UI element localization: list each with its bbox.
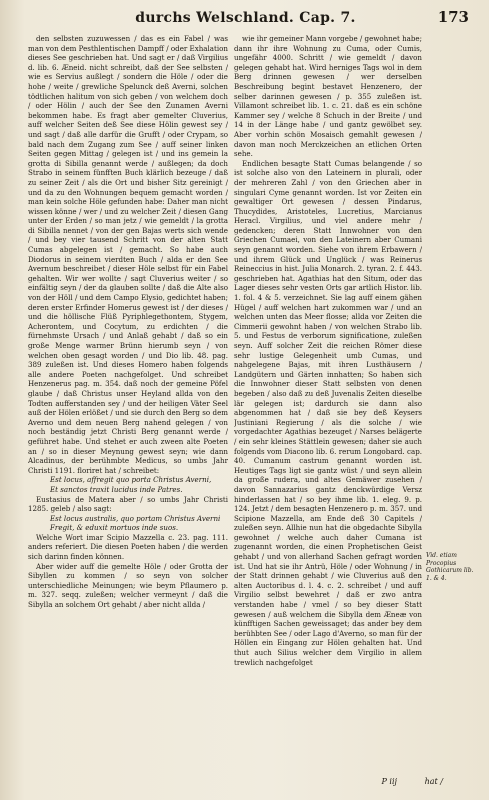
paragraph: den selbsten zuzuwessen / das es ein Fabel / was man von dem Pesthlentischen Dampff / oder Exhalation dieses See geschrieben hat. Und sagt er / daß Virgilius d. lib. 6. Æneid. nicht schreibt, daß der See selbsten / wie es Servius außlegt / sondern die Höle / oder die hohe / weite / grewliche Spelunck deß Averni, solchen tödtlichen halitum von sich geben / von welchem doch / oder Hölin / auch der See den Zunamen Averni bekommen habe. Es fragt aber gemelter Cluverius, auff welcher Seiten deß See diese Hölin gewest sey / und sagt / daß alle darfür die Grufft / oder Crypam, so bald nach dem Zugang zum See / auff seiner linken Seiten gegen Mittag / gelegen ist / und ins gemein la grotta di Sibilla genannt werde / außlegen; da doch Strabo in seinem fünfften Buch klärlich bezeuge / daß zu seiner Zeit / als die Ort und bisher Sitz gereinigt / und da zu den Wohnungen bequem gemacht worden / man kein solche Höle gefunden habe: Daher man nicht wissen könne / wer / und zu welcher Zeit / diesen Gang unter der Erden / so man jetz / wie gemeldt / la grotta di Sibilla nennet / von der gen Bajas werts sich wende / und bey vier tausend Schritt von der alten Statt Cumas abgelegen ist / gemacht. So habe auch Diodorus in seinem vierdten Buch / alda er den See Avernum beschreibet / dieser Höle selbst für ein Fabel gehalten. Wir wer wollte / sagt Cluverius weiter / so einfältig seyn / der da glauben sollte / daß die Alte also von der Höll / und dem Campo Elysio, gedichtet haben; deren erster Erfinder Homerus gewest ist / der dieses / und die höllische Flüß Pyriphlegethontem, Stygem, Acherontem, und Cocytum, zu erdichten / die fürnehmste Ursach / und Anlaß gehabt / daß so ein große Menge warmer Brünn hierumb seyn / von welchen oben gesagt worden / und Dio lib. 48. pag. 389 zuleßen ist. Und dieses Homero haben folgends alle andere Poeten nachgefolget. Und schreibet Henzenerus pag. m. 354. daß noch der gemeine Pöfel glaube / daß Christus unser Heyland allda von den Todten aufferstanden sey / und der heiligen Väter Seel auß der Hölen erlößet / und sie durch den Berg so dem Averno und dem neuen Berg nahend gelegen / von noch beständig jetzt Christi Berg genannt werde / geführet habe. Und stehet er auch zween alte Poeten an / so in dieser Meynung gewest seyn; wie dann Alcadinus, der berühmbte Medicus, so umbs Jahr Christi 1191. floriret hat / schreibet: — [28, 34, 228, 475]
paragraph: Aber wider auff die gemelte Höle / oder Grotta der Sibyllen zu kommen / so seyn von solcher unterschiedliche Meinungen; wie beym Pflaumero p. m. 327. seqq. zuleßen; welcher vermeynt / daß die Sibylla an solchem Ort gehabt / aber nicht allda / — [28, 561, 228, 610]
paragraph: Eustasius de Matera aber / so umbs Jahr Christi 1285. geleb / also sagt: — [28, 494, 228, 514]
left-column — [28, 34, 228, 610]
paragraph: Welche Wort imar Scipio Mazzella c. 23. pag. 111. anders referiert. Die diesen Poeten haben / die werden sich darinn finden können. — [28, 532, 228, 562]
page-number: 173 — [437, 8, 469, 26]
verse-line: Est locus australis, quo portam Christus Averni — [50, 513, 221, 523]
page-header — [22, 6, 469, 30]
catchword: hat / — [424, 777, 443, 786]
paragraph: Endlichen besagte Statt Cumas belangende / so ist solche also von den Lateinern in plurali, oder der mehreren Zahl / von den Griechen aber in singulari Cyme genannt worden. Ist vor Zeiten ein gewaltiger Ort gewesen / dessen Pindarus, Thucydides, Aristoteles, Lucretius, Marcianus Heracl. Virgilius, und viel andere mehr / gedencken; deren Statt Innwohner von den Griechen Cumaei, von den Lateinern aber Cumani seyn genannt worden. Siehe von ihrem Erbawern / und ihrem Glück und Unglück / was Reinerus Reineccius in hist. Julia Monarch. 2. tyran. 2. f. 443. geschrieben hat. Agathias hat den Situm, oder das Lager dieses sehr vesten Orts gar artlich Histor. lib. 1. fol. 4 & 5. verzeichnet. Sie lag auff einem gähen Hügel / auff welchen hart zukommen war / und an welchen unten das Meer flosse; allda vor Zeiten die Cimmerii gewohnt haben / von welchen Strabo lib. 5. und Festus de verborum significatione, zuleßen seyn. Auff solcher Zeit die reichen Römer diese sehr lustige Gelegenheit umb Cumas, und nahgelegene Bajas, mit ihren Lusthäusern / Landgütern und Gärten innhatten; So haben sich die Innwohner dieser Statt selbsten von denen begeben / also daß zu deß Juvenalis Zeiten dieselbe lär gelegen ist; dardurch sie dann also abgenommen hat / daß sie bey deß Keysers Justiniani Regierung / als die solche / wie vorgedachter Agathias bezeuget / Narses belägerte / ein sehr kleines Stättlein gewesen; daher sie auch folgends vom Diacono lib. 6. rerum Longobard. cap. 40. Cumanum castrum genannt worden ist. Heutiges Tags ligt sie gantz wüst / und seyn allein da große rudera, und altes Gemäwer zusehen / davon Sannazarius gantz denckwürdige Versz hinderlassen hat / so bey ihme lib. 1. eleg. 9. p. 124. Jetzt / dem besagten Henzenero p. m. 357. und Scipione Mazzella, am Ende deß 30 Capitels / zuleßen seyn. Allhie nun hat die obgedachte Sibylla gewohnet / welche auch daher Cumana ist zugenannt worden, die einen Prophetischen Geist gehabt / und von allerhand Sachen gefragt worden ist. Und hat sie ihr Antrü, Höle / oder Wohnung / in der Statt drinnen gehabt / wie Cluverius auß den alten Auctoribus d. l. 4. c. 2. schreibet / und auff Virgilio selbst bewehret / daß er zwo antra verstanden habe / vmel / so bey dieser Statt gewesen / auß welchem die Sibylla dem Æneæ von künfftigen Sachen geweissaget; das ander bey dem berühbten See / oder Lago d'Averno, so man für der Höllen ein Eingang zur Hölen gehalten hat. Und thut auch Silius welcher dem Virgilio in allem trewlich nachgefolget — [234, 158, 422, 667]
verse-line: Est locus, affregit quo porta Christus Averni, — [50, 475, 212, 485]
verse-line: Fregit, & eduxit mortuos inde suos. — [50, 523, 179, 533]
right-column — [234, 34, 422, 667]
margin-note: Vid. etiam Procopius Gothicarum lib. 1. & 4. — [426, 552, 474, 582]
running-head: durchs Welschland. Cap. 7. — [135, 10, 356, 26]
paragraph: wie ihr gemeiner Mann vorgebe / gewohnet habe; dann ihr ihre Wohnung zu Cuma, oder Cumis, ungefähr 4000. Schritt / wie gemeldt / davon gelegen gehabt hat. Wird herniges Tags wol in dem Berg drinnen gewesen / wer derselben Beschreibung begint bestavet Henzenero, der selber darinnen gewesen / p. 355 zuleßen ist. Villamont schreibet lib. 1. c. 21. daß es ein schöne Kammer sey / welche 8 Schuch in der Breite / und 14 in der Länge habe / und gantz gewölbet sey. Aber vorhin schön Mosaisch gemahlt gewesen / davon man noch Merckzeichen an etlichen Orten sehe. — [234, 34, 422, 159]
verse-line: Et sanctos traxit lucidus inde Patres. — [50, 484, 183, 494]
signature-mark: P iij — [381, 777, 397, 786]
